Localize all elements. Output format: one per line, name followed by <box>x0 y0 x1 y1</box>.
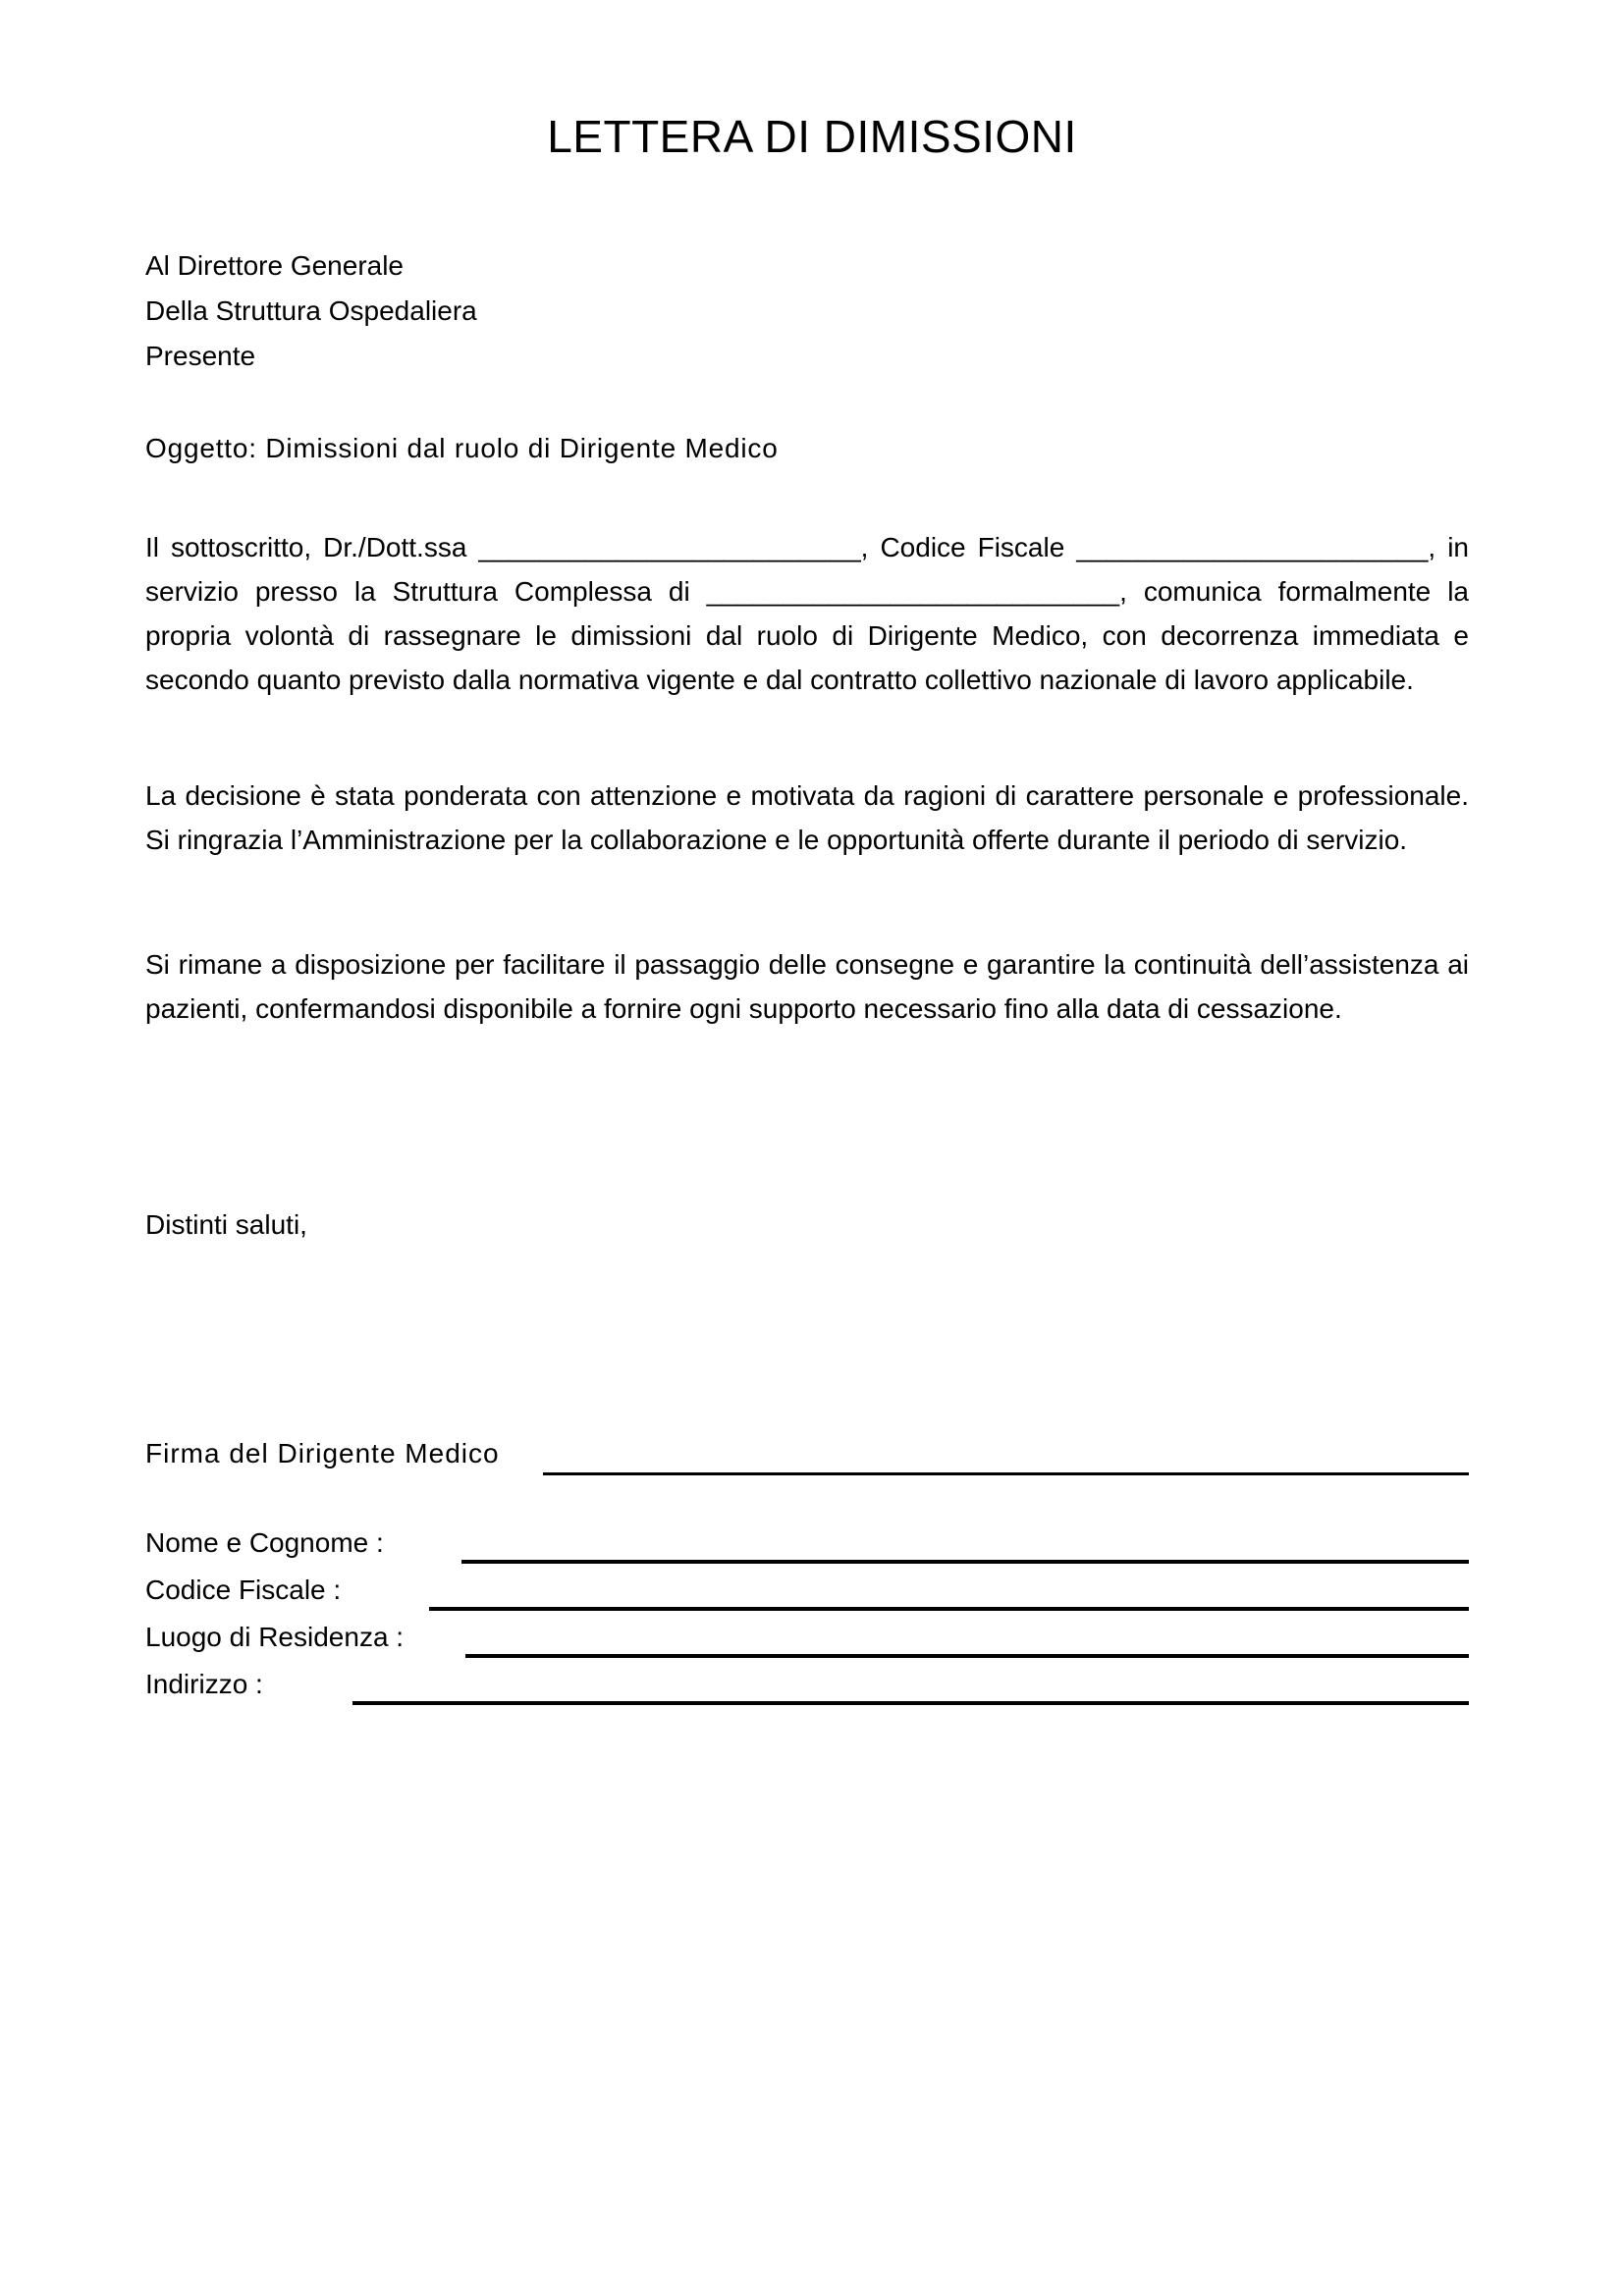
field-row-address <box>145 1661 1469 1708</box>
subject-line: Oggetto: Dimissioni dal ruolo di Dirigente Medico <box>145 433 779 463</box>
field-line-address <box>352 1701 1469 1705</box>
field-label-name: Nome e Cognome : <box>145 1527 384 1558</box>
field-label-residence: Luogo di Residenza : <box>145 1622 405 1652</box>
signature-label: Firma del Dirigente Medico <box>145 1438 500 1468</box>
personal-fields-block <box>145 1520 1469 1708</box>
field-label-address: Indirizzo : <box>145 1669 263 1699</box>
field-line-residence <box>465 1654 1469 1658</box>
signature-row <box>145 1431 1469 1476</box>
body-paragraph-2: La decisione è stata ponderata con attenzione e motivata da ragioni di carattere personale e professionale. Si ringrazia l’Amministrazione per la collaborazione e le opportunità offerte durante il periodo di servizio. <box>145 780 1469 855</box>
field-row-fiscal-code <box>145 1567 1469 1614</box>
recipient-block <box>145 243 477 379</box>
recipient-line-3: Presente <box>145 341 256 371</box>
document-title: LETTERA DI DIMISSIONI <box>547 111 1077 162</box>
field-label-fiscal-code: Codice Fiscale : <box>145 1575 342 1605</box>
recipient-line-1: Al Direttore Generale <box>145 250 405 281</box>
signature-line <box>543 1472 1469 1475</box>
field-row-residence <box>145 1614 1469 1661</box>
field-row-name <box>145 1520 1469 1567</box>
body-paragraph-3: Si rimane a disposizione per facilitare il passaggio delle consegne e garantire la continuità dell’assistenza ai pazienti, confermandosi disponibile a fornire ogni supporto necessario fino alla data di cessazione. <box>145 949 1469 1024</box>
closing-salutation: Distinti saluti, <box>145 1209 307 1240</box>
body-paragraph-1: Il sottoscritto, Dr./Dott.ssa _________________________, Codice Fiscale _______________________, in servizio presso la Struttura Complessa di ___________________________, comunica formalmente la propria volontà di rassegnare le dimissioni dal ruolo di Dirigente Medico, con decorrenza immediata e secondo quanto previsto dalla normativa vigente e dal contratto collettivo nazionale di lavoro applicabile. <box>145 532 1469 695</box>
field-line-fiscal-code <box>429 1607 1469 1611</box>
recipient-line-2: Della Struttura Ospedaliera <box>145 295 477 326</box>
field-line-name <box>461 1560 1469 1564</box>
